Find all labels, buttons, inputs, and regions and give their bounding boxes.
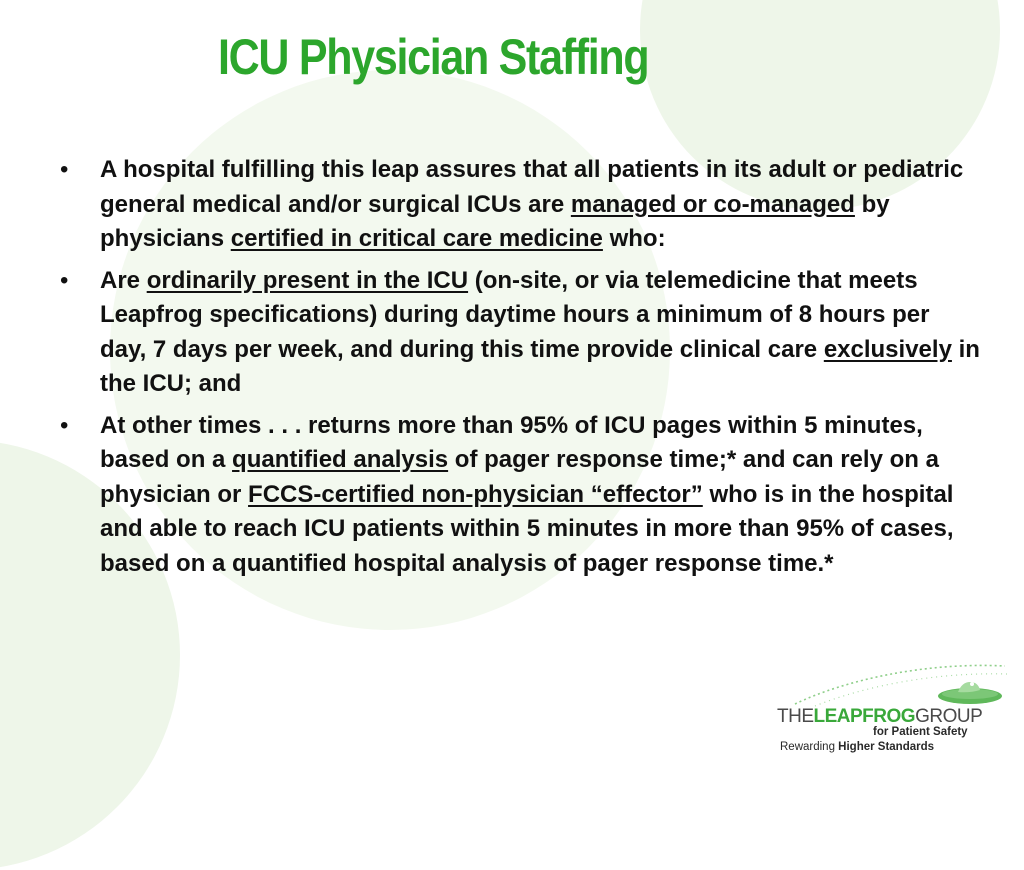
logo-leapfrog: LEAPFROG xyxy=(813,706,916,727)
bullet-text: who is in the hospital and able to reach ICU patients within 5 minutes in more than 95% of cases, based on a quantified hospital analysis of pager response time.* xyxy=(100,480,954,577)
bullet-marker: • xyxy=(60,156,69,183)
frog-on-lilypad-icon xyxy=(775,660,1015,708)
bullet-text: by physicians xyxy=(100,190,890,252)
logo-slogan-bold: Higher Standards xyxy=(838,741,935,753)
underlined-term: exclusively xyxy=(823,335,952,363)
bullet-item xyxy=(60,264,980,402)
underlined-term: FCCS-certified non-physician “effector” xyxy=(248,480,703,508)
logo-slogan-prefix: Rewarding xyxy=(780,741,839,753)
slide-title: ICU Physician Staffing xyxy=(218,29,649,85)
bullet-text: A hospital fulfilling this leap assures that all patients in its adult or pediatric general medical and/or surgical ICUs are xyxy=(100,156,964,218)
bullet-text: At other times . . . returns more than 95% of ICU pages within 5 minutes, based on a xyxy=(100,411,923,473)
underlined-term: certified in critical care medicine xyxy=(230,225,603,252)
underlined-term: managed or co-managed xyxy=(570,190,855,218)
logo-the: THE xyxy=(777,706,814,727)
bullet-text: who: xyxy=(602,225,666,252)
logo-tagline: for Patient Safety xyxy=(873,726,968,738)
leapfrog-logo xyxy=(775,660,1015,760)
bullet-text: Are xyxy=(100,266,147,294)
bullet-text: of pager response time;* and can rely on a physician or xyxy=(100,446,939,508)
bullet-list xyxy=(60,153,980,588)
bullet-text: (on-site, or via telemedicine that meets Leapfrog specifications) during daytime hours a minimum of 8 hours per day, 7 days per week, and during this time provide clinical care xyxy=(100,266,930,363)
bullet-item xyxy=(60,153,980,257)
logo-group: GROUP xyxy=(915,706,983,727)
bullet-marker: • xyxy=(60,411,69,439)
bullet-text: in the ICU; and xyxy=(100,335,980,397)
bullet-marker: • xyxy=(60,266,69,294)
bullet-item xyxy=(60,409,980,582)
logo-wordmark xyxy=(777,706,982,728)
underlined-term: quantified analysis xyxy=(232,446,449,473)
logo-slogan xyxy=(780,741,934,753)
underlined-term: ordinarily present in the ICU xyxy=(146,266,469,294)
